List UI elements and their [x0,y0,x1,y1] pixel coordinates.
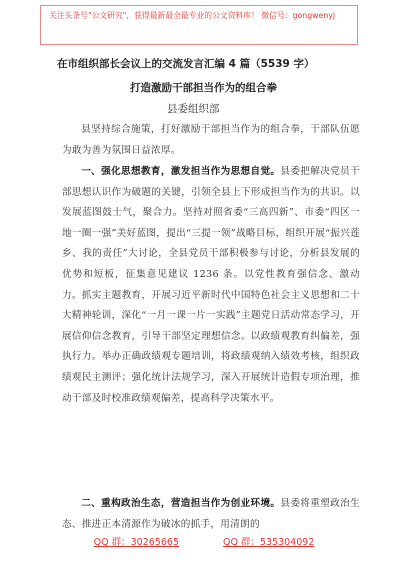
section-1-heading: 一、强化思想教育，激发担当作为思想自觉。 [81,166,281,177]
section-2-body: 县委将重塑政治生态、推进正本清源作为破冰的抓手，用清朗的 [62,498,361,530]
promo-banner [40,5,358,45]
intro-paragraph [62,120,360,161]
footer-contact [0,534,408,548]
promo-banner-text: 关注头条号"公文研究"，获得最新最全最专业的公文资料库！ 微信号：gongwenyj [49,11,336,20]
document-subtitle: 打造激励干部担当作为的组合拳 [130,82,277,94]
section-2-paragraph [62,494,360,535]
footer-qq-group-1: QQ 群：30265665 [93,537,179,548]
footer-qq-group-2: QQ 群：535304092 [222,537,315,548]
document-author: 县委组织部 [167,103,220,115]
document-title: 在市组织部长会议上的交流发言汇编 4 篇（5539 字） [57,58,315,70]
intro-text: 县坚持综合施策，打好激励干部担当作为的组合拳，干部队伍愿为敢为善为氛围日益浓厚。 [62,124,360,156]
section-1-paragraph [62,162,360,409]
section-1-body: 县委把解决党员干部思想认识作为破题的关键，引领全县上下形成担当作为的共识。以发展蓝图鼓士气，聚合力。坚持对照省委“三高四新”、市委“四区一地一圈一强”美好蓝图，提出“三提一领”战略目标，组织开展“振兴莲乡、我的责任”大讨论，全县党员干部积极参与讨论，分析县发展的优势和短板，征集意见建议 1236 条。以党性教育强信念、激动力。抓实主题教育，开展习近平新时代中国特色社会主义思想和二十大精神轮训，深化“一月一课一片一实践”主题党日活动常态学习，开展信仰信念教育，引导干部坚定理想信念。以政绩观教育纠偏差，强执行力。举办正确政绩观专题培训，将政绩观纳入绩效考核，组织政绩观民主测评；强化统计法规学习，深入开展统计造假专项治理，推动干部及时校准政绩观偏差，提高科学决策水平。 [62,166,361,404]
section-2-heading: 二、重构政治生态，营造担当作为创业环境。 [81,498,281,509]
